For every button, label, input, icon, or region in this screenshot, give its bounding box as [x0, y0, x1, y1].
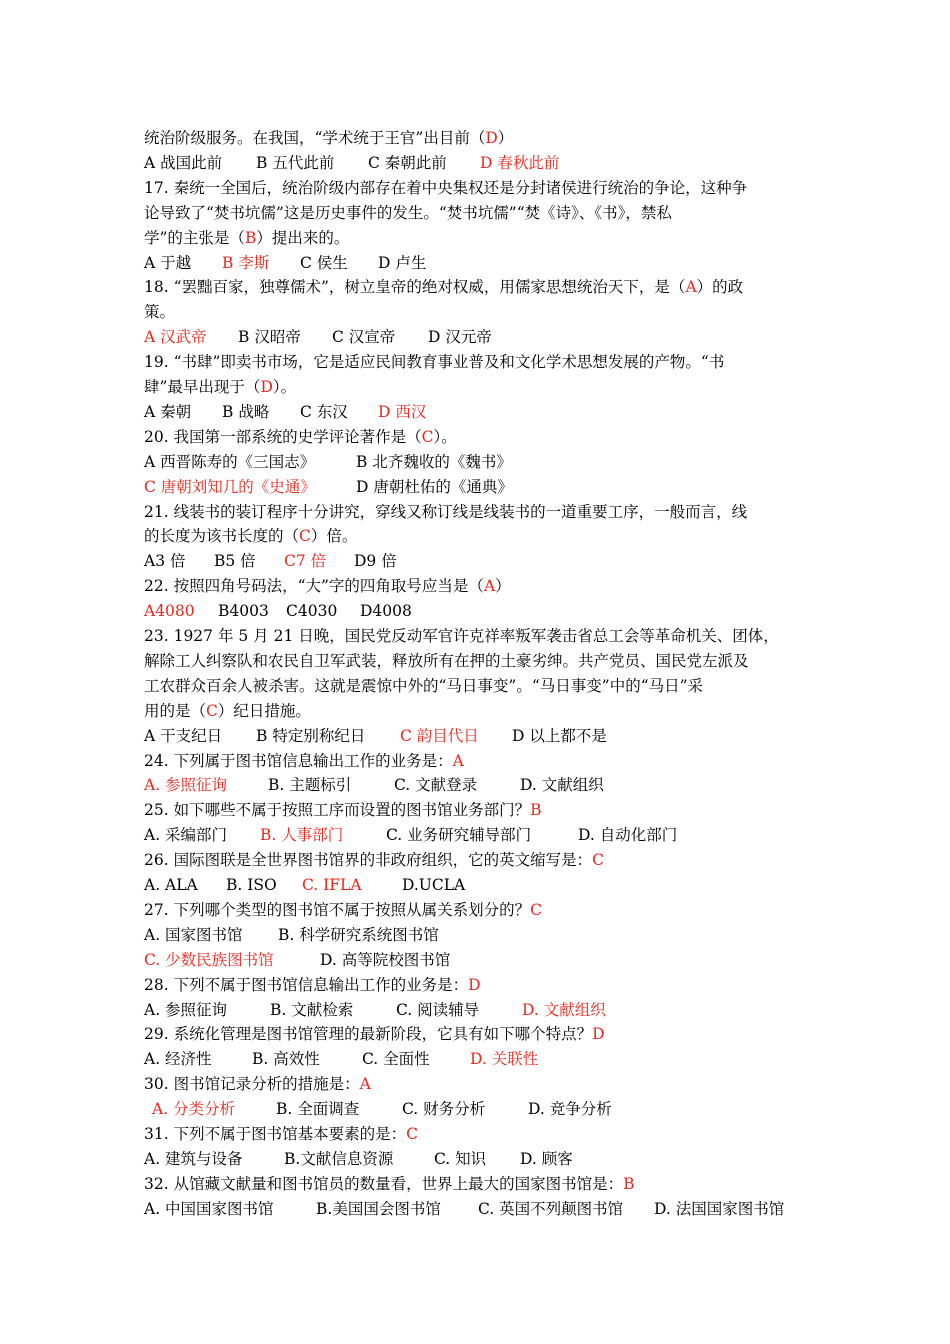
options-line [144, 1197, 844, 1222]
option: A3 倍 [144, 552, 186, 571]
option: C4030 [286, 602, 338, 621]
option: B. 高效性 [252, 1050, 320, 1069]
option: D4008 [360, 602, 412, 621]
question-text: 30. 图书馆记录分析的措施是： [144, 1075, 360, 1094]
answer-letter: C [530, 900, 542, 919]
question-line [144, 126, 513, 151]
option: B 五代此前 [256, 153, 335, 172]
option: A 秦朝 [144, 402, 192, 421]
question-line [144, 375, 296, 400]
question-text: 策。 [144, 303, 176, 322]
correct-option: C 韵目代日 [400, 726, 479, 745]
option: D9 倍 [354, 552, 397, 571]
question-line [144, 226, 349, 251]
options-line [144, 1047, 844, 1072]
option: B.文献信息资源 [284, 1149, 394, 1168]
options-line [144, 549, 844, 574]
question-text: 28. 下列不属于图书馆信息输出工作的业务是： [144, 975, 469, 994]
option: C. 文献登录 [394, 776, 478, 795]
question-text: 解除工人纠察队和农民自卫军武装，释放所有在押的土豪劣绅。共产党员、国民党左派及 [144, 651, 749, 670]
correct-option: B. 人事部门 [260, 826, 344, 845]
option: A. 国家图书馆 [144, 925, 243, 944]
question-text: 21. 线装书的装订程序十分讲究，穿线又称订线是线装书的一道重要工序，一般而言，线 [144, 502, 748, 521]
answer-letter: C [592, 851, 604, 870]
option: C. 知识 [434, 1149, 487, 1168]
question-text: 肆”最早出现于（ [144, 378, 261, 396]
question-text: ）纪日措施。 [217, 701, 311, 720]
option: B.美国国会图书馆 [316, 1199, 441, 1218]
option: B 汉昭帝 [238, 328, 301, 347]
option: B. 主题标引 [268, 776, 352, 795]
question-line [144, 300, 175, 325]
question-text: 17. 秦统一全国后，统治阶级内部存在着中央集权还是分封诸侯进行统治的争论，这种争 [144, 178, 748, 197]
option: A. 中国国家图书馆 [144, 1199, 274, 1218]
options-line [144, 948, 844, 973]
question-text: 22. 按照四角号码法，“大”字的四角取号应当是（ [144, 577, 484, 596]
options-line [144, 251, 844, 276]
question-line [144, 674, 703, 699]
option: A. 经济性 [144, 1050, 212, 1069]
question-text: ）提出来的。 [256, 228, 350, 247]
answer-letter: A [452, 751, 464, 770]
correct-option: C 唐朝刘知几的《史通》 [144, 477, 316, 496]
option: A 战国此前 [144, 153, 223, 172]
question-line [144, 699, 311, 724]
question-text: ）的政 [696, 278, 744, 297]
answer-letter: A [483, 577, 496, 596]
question-line [144, 275, 743, 300]
answer-letter: D [468, 975, 481, 994]
option: C 秦朝此前 [368, 153, 447, 172]
option: B5 倍 [214, 552, 256, 571]
option: B 战略 [222, 402, 270, 421]
question-text: 25. 如下哪些不属于按照工序而设置的图书馆业务部门？ [144, 801, 531, 820]
question-text: 29. 系统化管理是图书馆管理的最新阶段，它具有如下哪个特点？ [144, 1025, 593, 1044]
option: C. 阅读辅导 [396, 1000, 480, 1019]
option: D. 法国国家图书馆 [654, 1199, 785, 1218]
options-line [144, 823, 844, 848]
option: B. 全面调查 [276, 1100, 360, 1119]
question-line [144, 524, 357, 549]
question-text: 23. 1927 年 5 月 21 日晚，国民党反动军官许克祥率叛军袭击省总工会等革命机关、团体， [144, 627, 779, 645]
question-text: 用的是（ [144, 701, 207, 720]
correct-option: A4080 [144, 602, 195, 621]
correct-option: A. 参照征询 [144, 776, 228, 795]
correct-option: C. 少数民族图书馆 [144, 950, 274, 969]
question-line [144, 1072, 371, 1097]
answer-letter: D [485, 129, 498, 147]
option: A 于越 [144, 253, 192, 272]
question-text: 27. 下列哪个类型的图书馆不属于按照从属关系划分的？ [144, 900, 531, 919]
correct-option: C7 倍 [284, 552, 327, 571]
correct-option: D. 关联性 [470, 1050, 539, 1069]
question-line [144, 425, 457, 450]
correct-option: A. 分类分析 [152, 1100, 236, 1119]
answer-letter: D [592, 1025, 605, 1044]
options-line [144, 599, 844, 624]
option: A 西晋陈寿的《三国志》 [144, 452, 316, 471]
answer-letter: B [244, 228, 257, 247]
question-line [144, 649, 749, 674]
option: C. 业务研究辅导部门 [386, 826, 532, 845]
question-text: ） [497, 129, 514, 147]
option: C 东汉 [300, 402, 348, 421]
options-line [144, 1097, 844, 1122]
option: B. 科学研究系统图书馆 [278, 925, 439, 944]
question-line [144, 350, 724, 375]
option: A. 建筑与设备 [144, 1149, 243, 1168]
question-text: 工农群众百余人被杀害。这就是震惊中外的“马日事变”。“马日事变”中的“马日”采 [144, 676, 704, 695]
correct-option: D 西汉 [378, 402, 427, 421]
question-line [144, 176, 747, 201]
question-line [144, 898, 542, 923]
answer-letter: A [359, 1075, 371, 1094]
option: D 以上都不是 [512, 726, 607, 745]
options-line [144, 400, 844, 425]
answer-letter: D [260, 378, 273, 396]
question-text: ）。 [433, 427, 457, 446]
option: D.UCLA [402, 876, 466, 894]
question-line [144, 1172, 634, 1197]
answer-letter: C [206, 701, 218, 720]
question-line [144, 1122, 418, 1147]
option: D. 文献组织 [520, 776, 604, 795]
question-text: 32. 从馆藏文献量和图书馆员的数量看，世界上最大的国家图书馆是： [144, 1174, 624, 1193]
option: A. 参照征询 [144, 1000, 228, 1019]
question-line [144, 798, 541, 823]
option: B 北齐魏收的《魏书》 [356, 452, 512, 471]
option: C. 财务分析 [402, 1100, 486, 1119]
options-line [144, 773, 844, 798]
option: A 干支纪日 [144, 726, 223, 745]
option: D. 高等院校图书馆 [320, 950, 451, 969]
option: C. 全面性 [362, 1050, 430, 1069]
question-line [144, 1022, 605, 1047]
correct-option: A 汉武帝 [144, 328, 207, 347]
option: C 汉宣帝 [332, 328, 396, 347]
option: D. 顾客 [520, 1149, 573, 1168]
option: D 卢生 [378, 253, 427, 272]
option: D. 竞争分析 [528, 1100, 612, 1119]
question-text: 18. “罢黜百家，独尊儒术”，树立皇帝的绝对权威，用儒家思想统治天下，是（ [144, 278, 686, 297]
options-line [144, 450, 844, 475]
option: C. 英国不列颠图书馆 [478, 1199, 624, 1218]
question-text: ） [495, 577, 511, 596]
options-line [144, 873, 844, 898]
option: A. 采编部门 [144, 826, 228, 845]
question-text: 论导致了“焚书坑儒”这是历史事件的发生。“焚书坑儒”“焚《诗》、《书》，禁私 [144, 203, 672, 222]
question-line [144, 574, 511, 599]
answer-letter: B [623, 1174, 635, 1193]
question-text: 统治阶级服务。在我国，“学术统于王官”出目前（ [144, 129, 486, 147]
option: C 侯生 [300, 253, 348, 272]
question-text: 的长度为该书长度的（ [144, 527, 300, 546]
question-line [144, 973, 481, 998]
question-text: ）。 [272, 378, 297, 396]
option: B 特定别称纪日 [256, 726, 366, 745]
question-line [144, 749, 464, 774]
question-text: 20. 我国第一部系统的史学评论著作是（ [144, 427, 422, 446]
option: B. ISO [226, 876, 277, 894]
answer-letter: C [406, 1125, 418, 1143]
correct-option: D 春秋此前 [480, 153, 560, 172]
correct-option: D. 文献组织 [522, 1000, 606, 1019]
question-text: 26. 国际图联是全世界图书馆界的非政府组织，它的英文缩写是： [144, 851, 593, 870]
answer-letter: C [421, 427, 434, 446]
answer-letter: C [299, 527, 311, 546]
option: B4003 [218, 602, 269, 621]
correct-option: C. IFLA [302, 876, 362, 894]
option: D. 自动化部门 [578, 826, 678, 845]
options-line [144, 475, 844, 500]
question-text: 19. “书肆”即卖书市场，它是适应民间教育事业普及和文化学术思想发展的产物。“书 [144, 353, 725, 372]
options-line [144, 151, 844, 176]
question-line [144, 624, 779, 649]
question-line [144, 201, 672, 226]
question-line [144, 500, 747, 525]
options-line [144, 1147, 844, 1172]
option: D 唐朝杜佑的《通典》 [356, 477, 513, 496]
option: B. 文献检索 [270, 1000, 354, 1019]
answer-letter: A [685, 278, 697, 297]
options-line [144, 325, 844, 350]
options-line [144, 998, 844, 1023]
option: D 汉元帝 [428, 328, 492, 347]
correct-option: B 李斯 [222, 253, 270, 272]
options-line [144, 724, 844, 749]
options-line [144, 923, 844, 948]
question-text: 31. 下列不属于图书馆基本要素的是： [144, 1125, 407, 1143]
option: A. ALA [144, 876, 198, 894]
question-line [144, 848, 604, 873]
answer-letter: B [530, 801, 542, 820]
question-text: ）倍。 [310, 527, 358, 546]
question-text: 24. 下列属于图书馆信息输出工作的业务是： [144, 751, 453, 770]
question-text: 学”的主张是（ [144, 228, 245, 247]
